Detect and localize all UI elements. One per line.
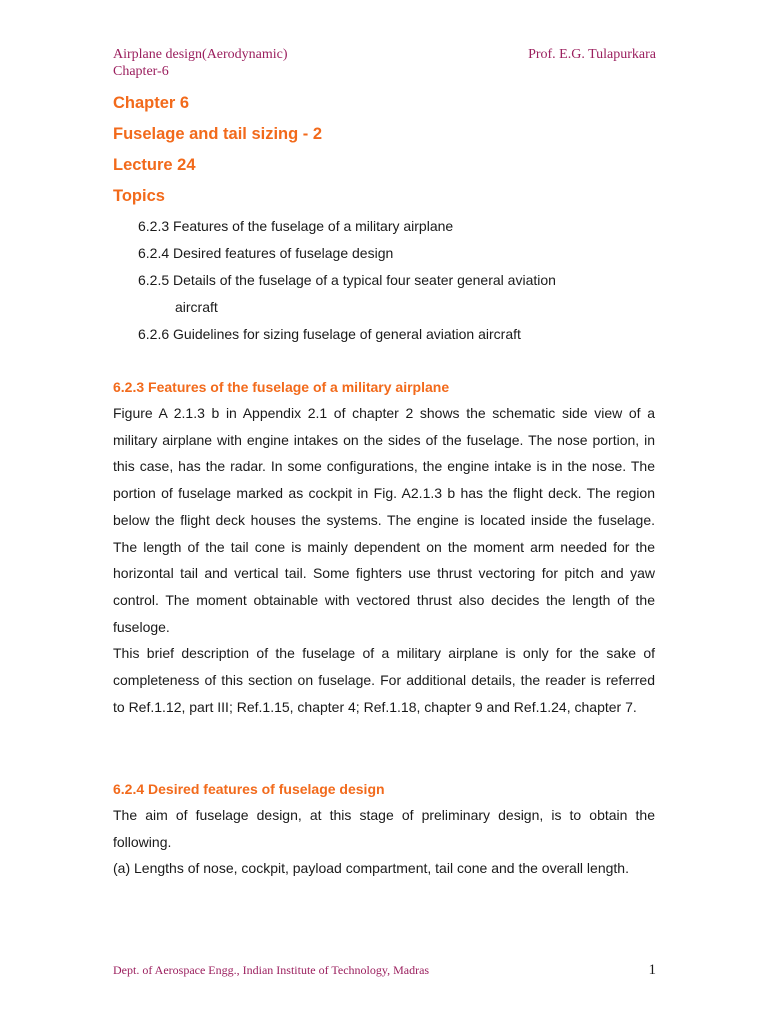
paragraph: The aim of fuselage design, at this stage of preliminary design, is to obtain the following.: [113, 807, 655, 850]
topics-heading: Topics: [113, 187, 165, 205]
section-623-body: [113, 400, 655, 720]
topic-item: 6.2.6 Guidelines for sizing fuselage of general aviation aircraft: [138, 326, 521, 342]
paragraph: Figure A 2.1.3 b in Appendix 2.1 of chapter 2 shows the schematic side view of a military airplane with engine intakes on the sides of the fuselage. The nose portion, in this case, has the radar. In some configurations, the engine intake is in the nose. The portion of fuselage marked as cockpit in Fig. A2.1.3 b has the flight deck. The region below the flight deck houses the systems. The engine is located inside the fuselage. The length of the tail cone is mainly dependent on the moment arm needed for the horizontal tail and vertical tail. Some fighters use thrust vectoring for pitch and yaw control. The moment obtainable with vectored thrust also decides the length of the fuseloge.: [113, 405, 655, 635]
paragraph: This brief description of the fuselage of a military airplane is only for the sake of completeness of this section on fuselage. For additional details, the reader is referred to Ref.1.12, part III; Ref.1.15, chapter 4; Ref.1.18, chapter 9 and Ref.1.24, chapter 7.: [113, 645, 655, 715]
topic-item: 6.2.4 Desired features of fuselage design: [138, 245, 394, 261]
paragraph: (a) Lengths of nose, cockpit, payload compartment, tail cone and the overall length.: [113, 860, 629, 877]
footer-department: Dept. of Aerospace Engg., Indian Institute of Technology, Madras: [113, 963, 430, 977]
topic-item-continuation: aircraft: [175, 299, 218, 315]
section-heading-624: 6.2.4 Desired features of fuselage design: [113, 781, 385, 797]
chapter-heading: Chapter 6: [113, 94, 190, 112]
section-624-body: [113, 802, 655, 882]
header-left-title: Airplane design(Aerodynamic): [113, 47, 288, 62]
title-heading: Fuselage and tail sizing - 2: [113, 125, 323, 143]
lecture-heading: Lecture 24: [113, 156, 196, 174]
topic-item: 6.2.5 Details of the fuselage of a typical four seater general aviation: [138, 272, 556, 288]
page-number: 1: [648, 962, 656, 978]
section-heading-623: 6.2.3 Features of the fuselage of a military airplane: [113, 379, 450, 395]
header-author: Prof. E.G. Tulapurkara: [528, 47, 656, 62]
topic-item: 6.2.3 Features of the fuselage of a military airplane: [138, 218, 454, 234]
header-chapter: Chapter-6: [113, 64, 169, 79]
